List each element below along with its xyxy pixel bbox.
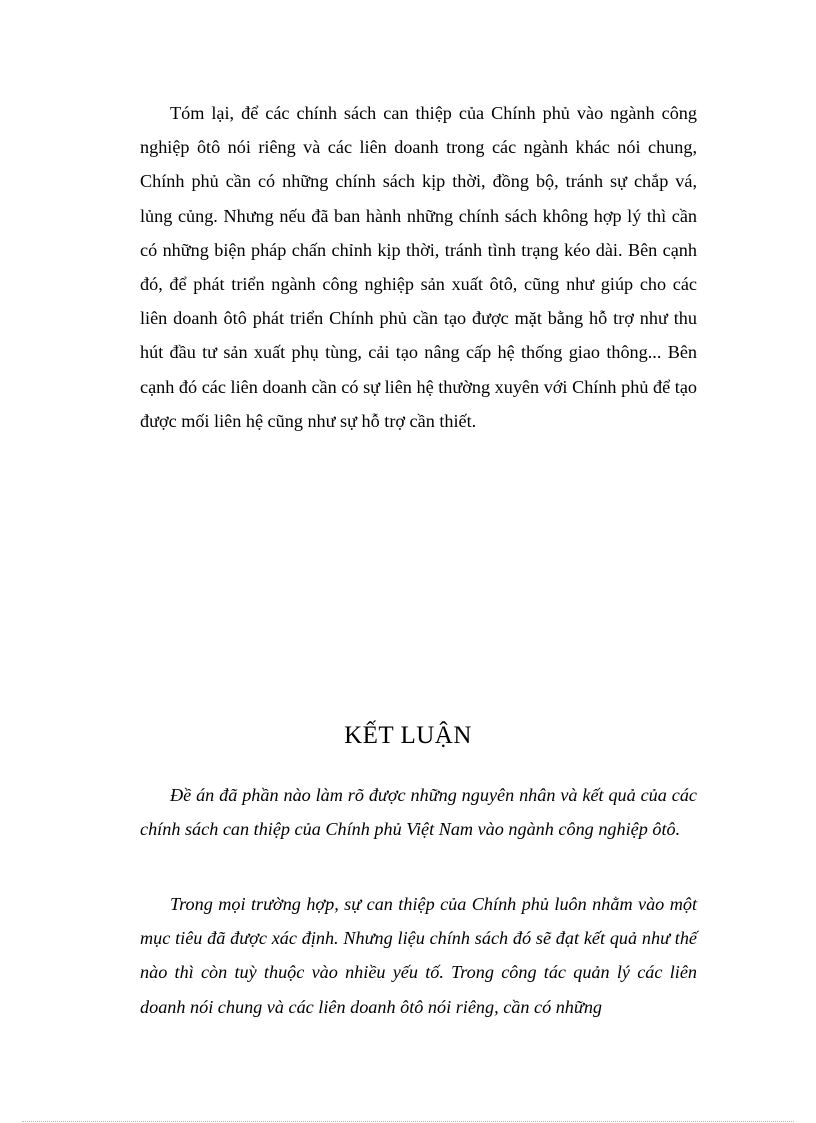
conclusion-paragraph-1: Đề án đã phần nào làm rõ được những nguyên nhân và kết quả của các chính sách can thiệp của Chính phủ Việt Nam vào ngành công nghiệp ôtô.: [140, 785, 697, 840]
conclusion-paragraph-2: Trong mọi trường hợp, sự can thiệp của Chính phủ luôn nhằm vào một mục tiêu đã được xác định. Nhưng liệu chính sách đó sẽ đạt kết quả như thế nào thì còn tuỳ thuộc vào nhiều yếu tố. Trong công tác quản lý các liên doanh nói chung và các liên doanh ôtô nói riêng, cần có những: [140, 894, 697, 1017]
page-bottom-divider: [22, 1121, 794, 1122]
summary-paragraph: Tóm lại, để các chính sách can thiệp của Chính phủ vào ngành công nghiệp ôtô nói riêng và các liên doanh trong các ngành khác nói chung, Chính phủ cần có những chính sách kịp thời, đồng bộ, tránh sự chắp vá, lủng củng. Nhưng nếu đã ban hành những chính sách không hợp lý thì cần có những biện pháp chấn chỉnh kịp thời, tránh tình trạng kéo dài. Bên cạnh đó, để phát triển ngành công nghiệp sản xuất ôtô, cũng như giúp cho các liên doanh ôtô phát triển Chính phủ cần tạo được mặt bằng hỗ trợ như thu hút đầu tư sản xuất phụ tùng, cải tạo nâng cấp hệ thống giao thông... Bên cạnh đó các liên doanh cần có sự liên hệ thường xuyên với Chính phủ để tạo được mối liên hệ cũng như sự hỗ trợ cần thiết.: [140, 103, 697, 431]
conclusion-heading: KẾT LUẬN: [344, 722, 472, 749]
